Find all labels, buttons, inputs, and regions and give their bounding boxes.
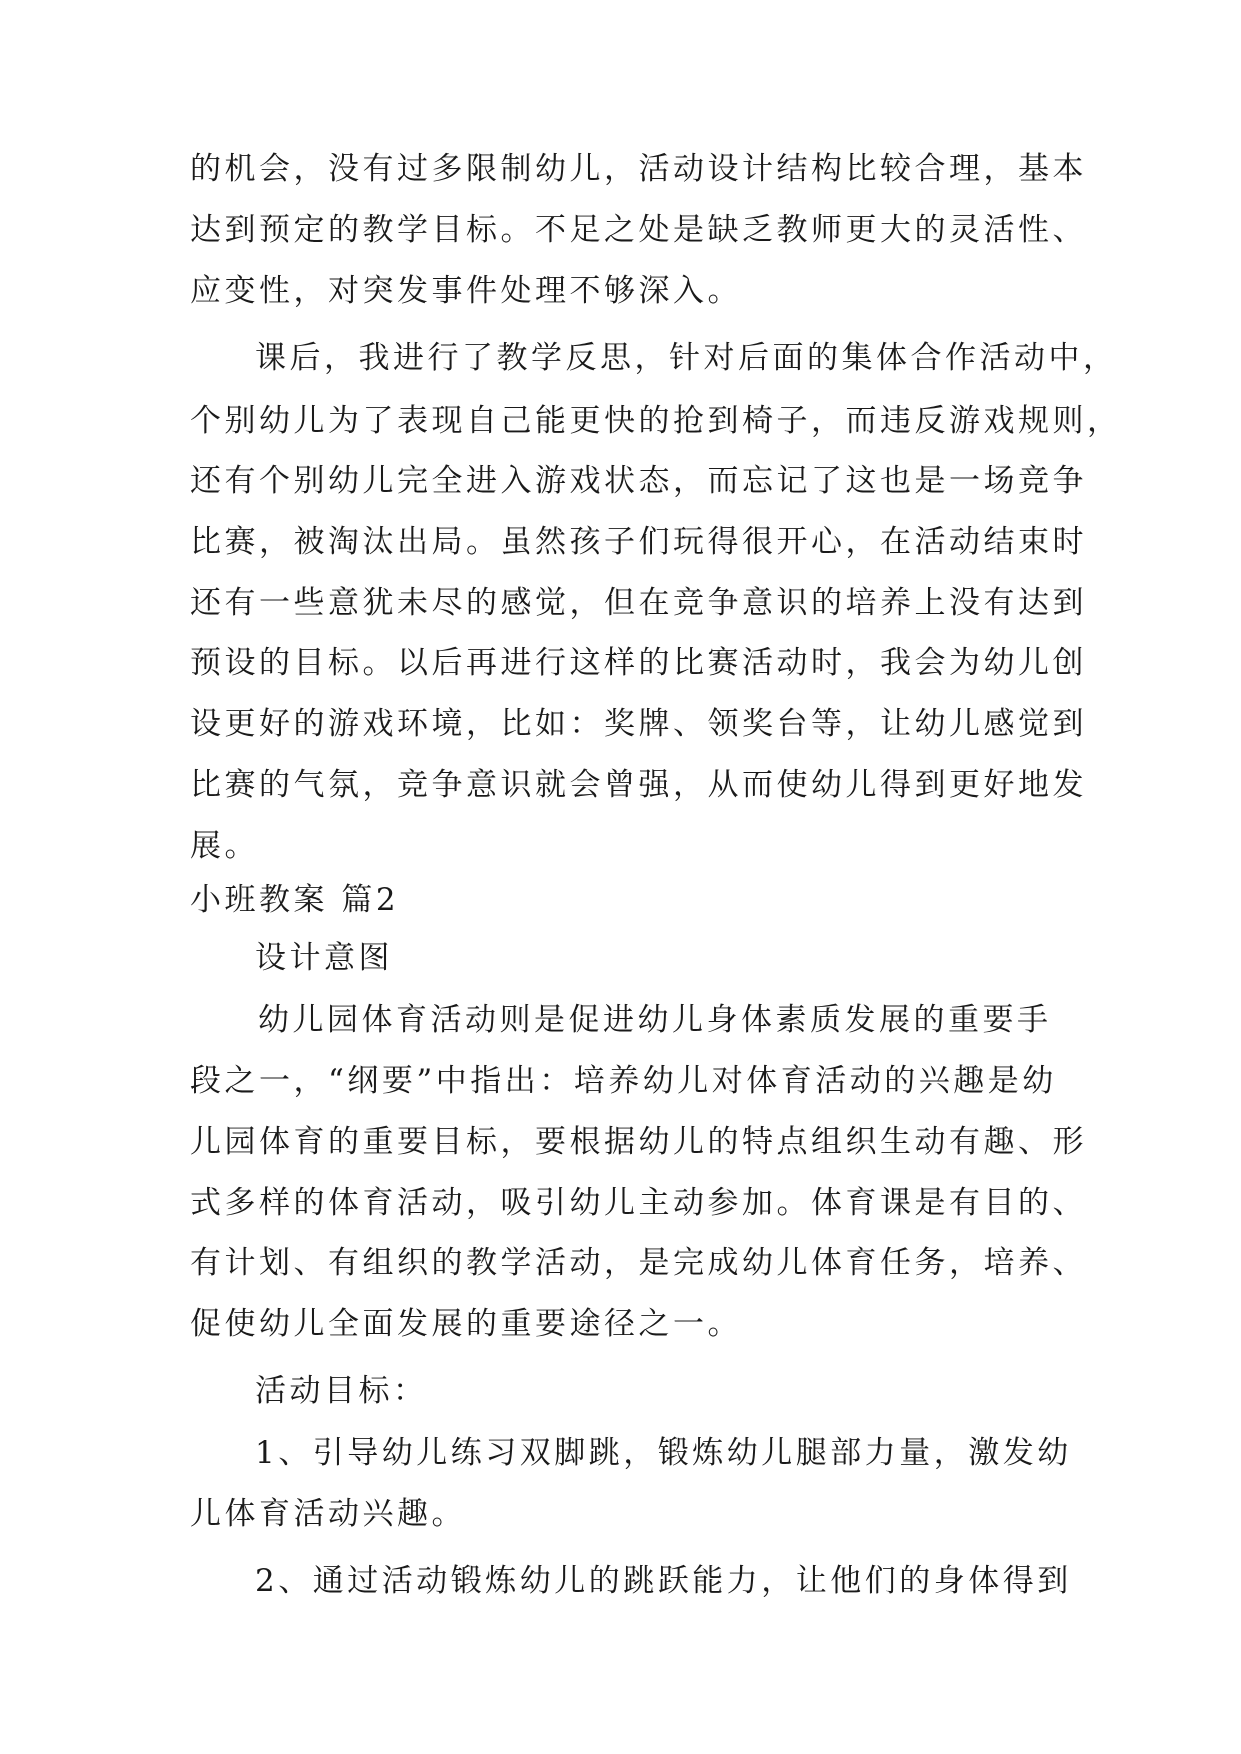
text-line: 还有一些意犹未尽的感觉，但在竞争意识的培养上没有达到 [190,585,1087,621]
text-line: 展。 [190,828,259,864]
text-line: 儿体育活动兴趣。 [190,1496,466,1532]
text-line: 个别幼儿为了表现自己能更快的抢到椅子，而违反游戏规则， [190,403,1122,439]
section-title: 小班教案 篇2 [190,882,400,918]
text-line: 段之一，“纲要”中指出：培养幼儿对体育活动的兴趣是幼 [190,1063,1057,1099]
text-line: 2、通过活动锻炼幼儿的跳跃能力，让他们的身体得到 [255,1563,1072,1599]
text-line: 的机会，没有过多限制幼儿，活动设计结构比较合理，基本 [190,151,1087,187]
subheading-design-intent: 设计意图 [255,940,393,976]
text-line: 课后，我进行了教学反思，针对后面的集体合作活动中， [255,340,1118,376]
text-line: 促使幼儿全面发展的重要途径之一。 [190,1306,742,1342]
text-line: 达到预定的教学目标。不足之处是缺乏教师更大的灵活性、 [190,212,1087,248]
text-line: 比赛的气氛，竞争意识就会曾强，从而使幼儿得到更好地发 [190,767,1087,803]
text-line: 设更好的游戏环境，比如：奖牌、领奖台等，让幼儿感觉到 [190,706,1087,742]
text-line: 应变性，对突发事件处理不够深入。 [190,273,742,309]
text-line: 预设的目标。以后再进行这样的比赛活动时，我会为幼儿创 [190,645,1087,681]
text-line: 1、引导幼儿练习双脚跳，锻炼幼儿腿部力量，激发幼 [255,1435,1072,1471]
text-line: 比赛，被淘汰出局。虽然孩子们玩得很开心，在活动结束时 [190,524,1087,560]
text-line: 儿园体育的重要目标，要根据幼儿的特点组织生动有趣、形 [190,1124,1087,1160]
text-line: 式多样的体育活动，吸引幼儿主动参加。体育课是有目的、 [190,1185,1087,1221]
text-line: 还有个别幼儿完全进入游戏状态，而忘记了这也是一场竞争 [190,463,1087,499]
text-line: 幼儿园体育活动则是促进幼儿身体素质发展的重要手 [258,1002,1052,1038]
text-line: 有计划、有组织的教学活动，是完成幼儿体育任务，培养、 [190,1245,1087,1281]
subheading-activity-goals: 活动目标： [255,1373,428,1409]
